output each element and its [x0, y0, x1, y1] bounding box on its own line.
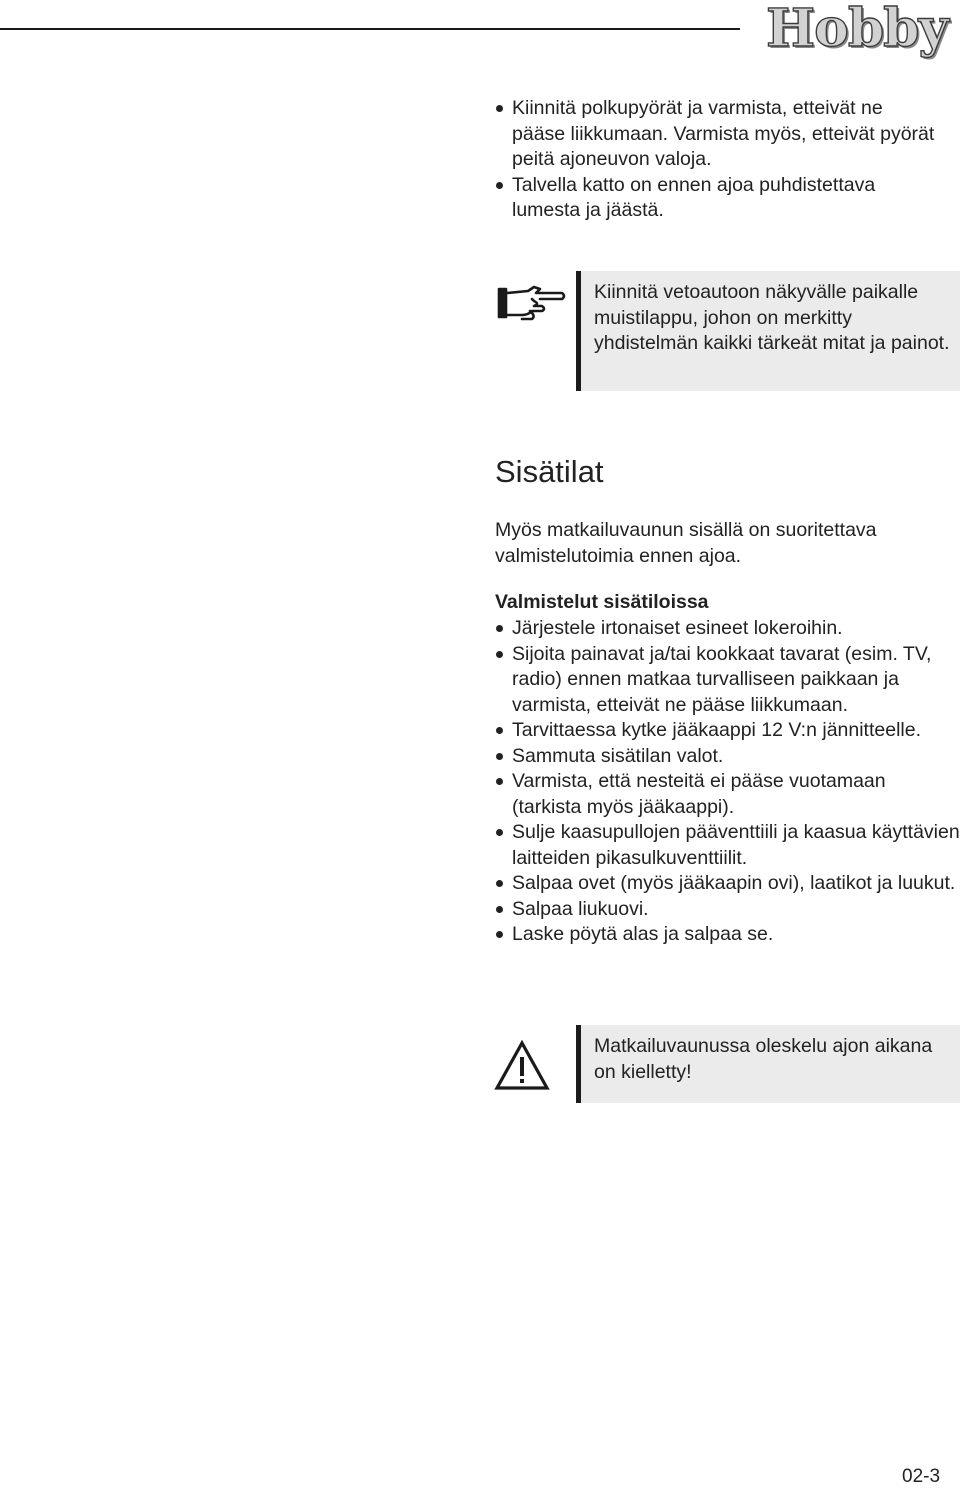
section-intro: Myös matkailuvaunun sisällä on suoritettava valmistelutoimia ennen ajoa. [495, 519, 877, 567]
section-title: Sisätilat [495, 454, 604, 489]
list-item: Sammuta sisätilan valot. [495, 744, 960, 770]
warning-note [576, 1025, 960, 1103]
header-rule [0, 28, 740, 30]
tip-note-text: Kiinnitä vetoautoon näkyvälle paikalle muistilappu, johon on merkitty yhdistelmän kaikki tärkeät mitat ja painot. [594, 281, 950, 354]
list-item: Tarvittaessa kytke jääkaappi 12 V:n jännitteelle. [495, 718, 960, 744]
hobby-logo: Hobby [766, 0, 948, 59]
list-item: Salpaa liukuovi. [495, 897, 960, 923]
warning-triangle-icon [494, 1040, 550, 1092]
list-item: Varmista, että nesteitä ei pääse vuotamaan (tarkista myös jääkaappi). [495, 769, 960, 820]
list-item: Sulje kaasupullojen pääventtiili ja kaasua käyttävien laitteiden pikasulkuventtiilit. [495, 820, 960, 871]
list-item: Järjestele irtonaiset esineet lokeroihin. [495, 616, 960, 642]
section-subtitle: Valmistelut sisätiloissa [495, 591, 709, 613]
page-number: 02-3 [902, 1466, 941, 1487]
list-item: Talvella katto on ennen ajoa puhdistettava lumesta ja jäästä. [495, 173, 935, 224]
list-item: Kiinnitä polkupyörät ja varmista, etteivät ne pääse liikkumaan. Varmista myös, etteivät pyörät peitä ajoneuvon valoja. [495, 96, 935, 173]
pointing-hand-icon [496, 283, 568, 325]
tip-note [576, 271, 960, 391]
list-item: Laske pöytä alas ja salpaa se. [495, 922, 960, 948]
list-item: Salpaa ovet (myös jääkaapin ovi), laatikot ja luukut. [495, 871, 960, 897]
preparation-list [495, 616, 960, 948]
list-item: Sijoita painavat ja/tai kookkaat tavarat (esim. TV, radio) ennen matkaa turvalliseen paikkaan ja varmista, etteivät ne pääse liikkumaan. [495, 642, 960, 719]
top-bullet-list [495, 96, 935, 224]
warning-note-text: Matkailuvaunussa oleskelu ajon aikana on kielletty! [594, 1035, 933, 1083]
